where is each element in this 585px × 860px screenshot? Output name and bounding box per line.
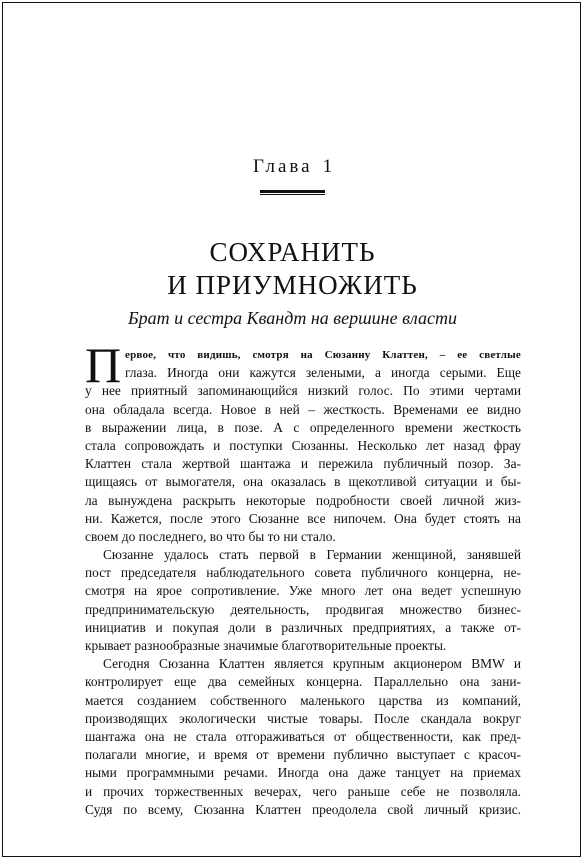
text-line: стала сопровождать и поступки Сюзанны. Несколько лет назад фрау [85, 437, 521, 453]
paragraph-1 [85, 337, 521, 546]
paragraph-2 [85, 546, 521, 655]
text-line: Судя по всему, Сюзанна Клаттен преодолела свой личный кризис. [85, 801, 521, 817]
text-line: предпринимательскую деятельность, продвигая множество бизнес- [85, 601, 521, 617]
text-line: ни. Кажется, после этого Сюзанне все нипочем. Она будет стоять на [85, 510, 521, 526]
text-line: Сюзанне удалось стать первой в Германии женщиной, занявшей [103, 547, 521, 563]
text-line: шантажа она не стала отгораживаться от общественности, как пред- [85, 728, 521, 744]
text-line: и прочих торжественных вечерах, чего раньше себе не позволяла. [85, 783, 521, 799]
text-line: крывает разнообразные значимые благотворительные проекты. [85, 638, 447, 653]
paragraph-3 [85, 655, 521, 819]
chapter-label [0, 156, 585, 178]
text-line: она обладала всегда. Новое в ней – жесткость. Временами ее видно [85, 401, 521, 417]
text-line: мается созданием собственного маленького царства из компаний, [85, 692, 521, 708]
chapter-word: Глава [252, 156, 313, 177]
text-line: в выражении лица, в позе. А с определенного времени жесткость [85, 419, 521, 435]
text-line: глаза. Иногда они кажутся зелеными, а иногда серыми. Еще [125, 365, 521, 381]
text-line: Клаттен стала жертвой шантажа и пережила публичный позор. За- [85, 456, 521, 472]
text-line: Сегодня Сюзанна Клаттен является крупным акционером BMW и [103, 656, 521, 672]
chapter-title [0, 236, 585, 302]
text-line: щищаясь от вымогателя, она оказалась в щекотливой ситуации и бы- [85, 474, 521, 490]
text-line: производящих экологически чистые товары. После скандала вокруг [85, 710, 521, 726]
chapter-number: 1 [322, 156, 333, 177]
text-line: ла вынуждена раскрыть некоторые подробности своей личной жиз- [85, 492, 521, 508]
text-line: контролирует еще два семейных концерна. Параллельно она зани- [85, 674, 521, 690]
text-line: ервое, что видишь, смотря на Сюзанну Клаттен, – ее светлые [125, 349, 521, 361]
text-line: у нее приятный запоминающийся низкий голос. По этими чертами [85, 383, 521, 399]
text-line: пост председателя наблюдательного совета публичного концерна, не- [85, 565, 521, 581]
chapter-ornament-rule [260, 190, 325, 195]
chapter-subtitle: Брат и сестра Квандт на вершине власти [128, 308, 457, 328]
body-text [85, 337, 521, 819]
chapter-title-line: СОХРАНИТЬ [209, 237, 376, 267]
text-line: полагали многие, и время от времени публично выступает с красоч- [85, 747, 521, 763]
text-line: ными программными речами. Иногда она даже танцует на приемах [85, 765, 521, 781]
drop-cap: П [85, 337, 122, 393]
text-line: инициатив и покупая доли в различных предприятиях, а также от- [85, 619, 521, 635]
text-line: смотря на ярое сопротивление. Уже много лет она ведет успешную [85, 583, 521, 599]
chapter-title-line: И ПРИУМНОЖИТЬ [167, 270, 418, 300]
text-line: своем до последнего, во что бы то ни стало. [85, 528, 336, 544]
